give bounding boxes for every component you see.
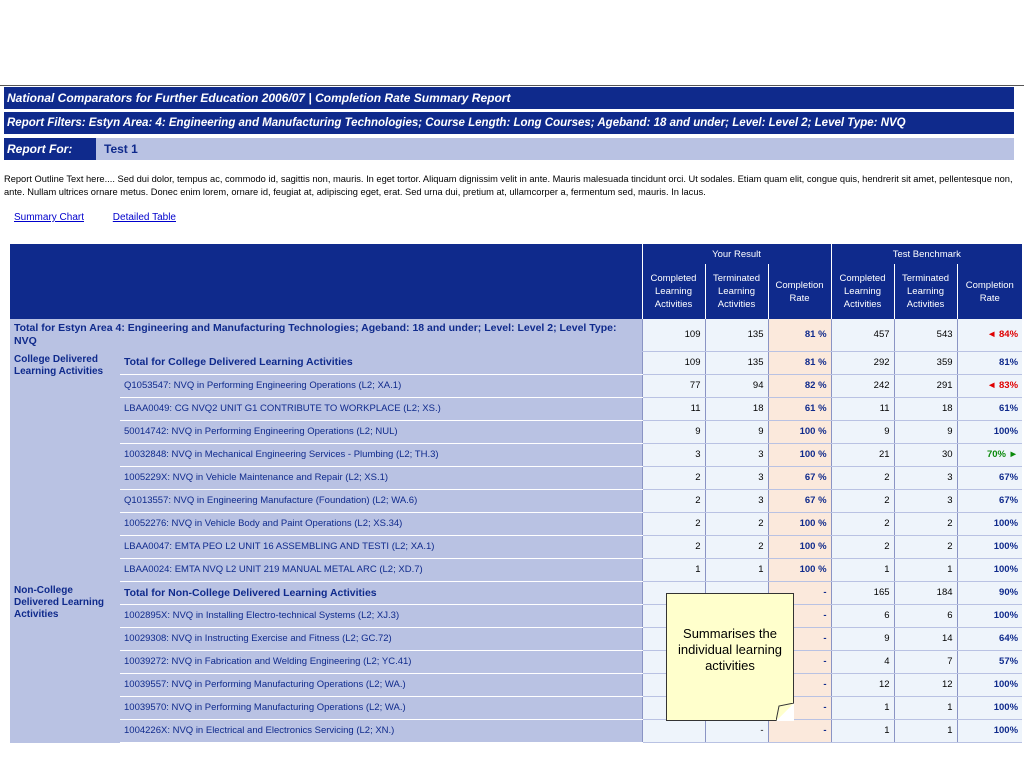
yr-rate-cell: - bbox=[768, 604, 831, 627]
completion-rate-table bbox=[10, 244, 1022, 743]
report-for-bar bbox=[4, 138, 1014, 160]
yr-completed-cell: 11 bbox=[642, 397, 705, 420]
activity-label: 10039570: NVQ in Performing Manufacturing Operations (L2; WA.) bbox=[120, 696, 642, 719]
activity-label: 1002895X: NVQ in Installing Electro-technical Systems (L2; XJ.3) bbox=[120, 604, 642, 627]
tb-rate-cell: 61% bbox=[957, 397, 1022, 420]
table-row bbox=[10, 397, 1022, 420]
tb-rate-cell: 67% bbox=[957, 489, 1022, 512]
yr-rate-cell: 67 % bbox=[768, 489, 831, 512]
activity-label: 50014742: NVQ in Performing Engineering Operations (L2; NUL) bbox=[120, 420, 642, 443]
yr-rate-header: Completion Rate bbox=[768, 264, 831, 319]
group-label: Non-College Delivered Learning Activities bbox=[10, 581, 120, 742]
tb-rate-cell: 57% bbox=[957, 650, 1022, 673]
header-blank bbox=[10, 244, 642, 264]
activity-label: Q1013557: NVQ in Engineering Manufacture (Foundation) (L2; WA.6) bbox=[120, 489, 642, 512]
tb-rate-cell: 100% bbox=[957, 512, 1022, 535]
activity-label: 10032848: NVQ in Mechanical Engineering Services - Plumbing (L2; TH.3) bbox=[120, 443, 642, 466]
tb-rate-cell: ◄ 83% bbox=[957, 374, 1022, 397]
report-links bbox=[14, 212, 202, 223]
yr-terminated-cell: 94 bbox=[705, 374, 768, 397]
tb-completed-cell: 292 bbox=[831, 351, 894, 374]
activity-label: 10052276: NVQ in Vehicle Body and Paint Operations (L2; XS.34) bbox=[120, 512, 642, 535]
yr-rate-cell: 61 % bbox=[768, 397, 831, 420]
tb-terminated-cell: 12 bbox=[894, 673, 957, 696]
your-result-header: Your Result bbox=[642, 244, 831, 264]
report-filters: Report Filters: Estyn Area: 4: Engineering and Manufacturing Technologies; Course Length: Long Courses; Ageband: 18 and under; Level: Level 2; Level Type: NVQ bbox=[4, 112, 1014, 134]
tb-terminated-cell: 14 bbox=[894, 627, 957, 650]
yr-rate-cell: - bbox=[768, 627, 831, 650]
table-row bbox=[10, 443, 1022, 466]
tb-completed-cell: 165 bbox=[831, 581, 894, 604]
table-row bbox=[10, 719, 1022, 742]
tb-completed-cell: 12 bbox=[831, 673, 894, 696]
grand-total-tb-terminated: 543 bbox=[894, 319, 957, 351]
activity-label: 1004226X: NVQ in Electrical and Electronics Servicing (L2; XN.) bbox=[120, 719, 642, 742]
table-row bbox=[10, 489, 1022, 512]
tb-completed-cell: 9 bbox=[831, 420, 894, 443]
tb-completed-cell: 1 bbox=[831, 696, 894, 719]
yr-rate-cell: 100 % bbox=[768, 512, 831, 535]
yr-rate-cell: 100 % bbox=[768, 535, 831, 558]
table-row bbox=[10, 466, 1022, 489]
summary-chart-link[interactable]: Summary Chart bbox=[14, 212, 85, 223]
report-title: National Comparators for Further Education 2006/07 | Completion Rate Summary Report bbox=[4, 87, 1014, 109]
tb-completed-cell: 2 bbox=[831, 489, 894, 512]
header-blank-2 bbox=[10, 264, 642, 319]
report-for-label: Report For: bbox=[4, 138, 96, 160]
table-row bbox=[10, 581, 1022, 604]
yr-terminated-cell: 1 bbox=[705, 558, 768, 581]
tb-rate-cell: 100% bbox=[957, 535, 1022, 558]
tb-completed-cell: 9 bbox=[831, 627, 894, 650]
tb-rate-cell: 100% bbox=[957, 696, 1022, 719]
tb-completed-cell: 6 bbox=[831, 604, 894, 627]
yr-terminated-cell: 2 bbox=[705, 535, 768, 558]
grand-total-yr-completed: 109 bbox=[642, 319, 705, 351]
table-row bbox=[10, 604, 1022, 627]
yr-terminated-cell: - bbox=[705, 719, 768, 742]
yr-terminated-cell: 3 bbox=[705, 489, 768, 512]
tb-completed-header: Completed Learning Activities bbox=[831, 264, 894, 319]
tb-terminated-cell: 1 bbox=[894, 696, 957, 719]
activity-label: 1005229X: NVQ in Vehicle Maintenance and Repair (L2; XS.1) bbox=[120, 466, 642, 489]
tb-completed-cell: 242 bbox=[831, 374, 894, 397]
tb-completed-cell: 21 bbox=[831, 443, 894, 466]
tb-rate-cell: 81% bbox=[957, 351, 1022, 374]
tb-rate-cell: 90% bbox=[957, 581, 1022, 604]
yr-rate-cell: 100 % bbox=[768, 443, 831, 466]
grand-total-yr-terminated: 135 bbox=[705, 319, 768, 351]
tb-terminated-cell: 3 bbox=[894, 489, 957, 512]
tb-terminated-cell: 291 bbox=[894, 374, 957, 397]
benchmark-header: Test Benchmark bbox=[831, 244, 1022, 264]
grand-total-tb-rate: ◄ 84% bbox=[957, 319, 1022, 351]
yr-completed-cell: 2 bbox=[642, 489, 705, 512]
yr-terminated-cell: 9 bbox=[705, 420, 768, 443]
tb-rate-cell: 67% bbox=[957, 466, 1022, 489]
yr-completed-cell: 3 bbox=[642, 443, 705, 466]
tb-terminated-cell: 9 bbox=[894, 420, 957, 443]
tb-terminated-cell: 2 bbox=[894, 512, 957, 535]
yr-rate-cell: 100 % bbox=[768, 558, 831, 581]
yr-rate-cell: 82 % bbox=[768, 374, 831, 397]
table-row bbox=[10, 673, 1022, 696]
table-row bbox=[10, 627, 1022, 650]
yr-rate-cell: 67 % bbox=[768, 466, 831, 489]
note-fold-icon bbox=[776, 703, 794, 721]
table-row bbox=[10, 374, 1022, 397]
tb-rate-cell: 100% bbox=[957, 420, 1022, 443]
activity-label: 10039272: NVQ in Fabrication and Welding Engineering (L2; YC.41) bbox=[120, 650, 642, 673]
grand-total-row bbox=[10, 319, 1022, 351]
tb-completed-cell: 2 bbox=[831, 535, 894, 558]
tb-terminated-cell: 1 bbox=[894, 719, 957, 742]
detailed-table-link[interactable]: Detailed Table bbox=[112, 212, 176, 223]
yr-terminated-header: Terminated Learning Activities bbox=[705, 264, 768, 319]
tb-rate-cell: 100% bbox=[957, 558, 1022, 581]
tb-rate-header: Completion Rate bbox=[957, 264, 1022, 319]
table-row bbox=[10, 351, 1022, 374]
table-row bbox=[10, 650, 1022, 673]
tb-terminated-cell: 3 bbox=[894, 466, 957, 489]
tb-completed-cell: 11 bbox=[831, 397, 894, 420]
activity-label: 10039557: NVQ in Performing Manufacturing Operations (L2; WA.) bbox=[120, 673, 642, 696]
activity-label: LBAA0024: EMTA NVQ L2 UNIT 219 MANUAL METAL ARC (L2; XD.7) bbox=[120, 558, 642, 581]
yr-rate-cell: - bbox=[768, 650, 831, 673]
yr-rate-cell: - bbox=[768, 581, 831, 604]
table-row bbox=[10, 558, 1022, 581]
table-row bbox=[10, 512, 1022, 535]
table-row bbox=[10, 696, 1022, 719]
table-row bbox=[10, 420, 1022, 443]
yr-completed-cell: 77 bbox=[642, 374, 705, 397]
tb-terminated-cell: 7 bbox=[894, 650, 957, 673]
yr-terminated-cell: 2 bbox=[705, 512, 768, 535]
grand-total-tb-completed: 457 bbox=[831, 319, 894, 351]
callout-text: Summarises the individual learning activities bbox=[677, 626, 783, 673]
tb-completed-cell: 2 bbox=[831, 466, 894, 489]
tb-completed-cell: 4 bbox=[831, 650, 894, 673]
tb-terminated-cell: 1 bbox=[894, 558, 957, 581]
yr-terminated-cell: 135 bbox=[705, 351, 768, 374]
tb-rate-cell: 70% ► bbox=[957, 443, 1022, 466]
activity-label: 10029308: NVQ in Instructing Exercise and Fitness (L2; GC.72) bbox=[120, 627, 642, 650]
yr-rate-cell: - bbox=[768, 696, 831, 719]
tb-rate-cell: 100% bbox=[957, 673, 1022, 696]
group-label: College Delivered Learning Activities bbox=[10, 351, 120, 581]
yr-completed-cell: 9 bbox=[642, 420, 705, 443]
yr-terminated-cell: 3 bbox=[705, 466, 768, 489]
yr-completed-cell: 2 bbox=[642, 535, 705, 558]
yr-terminated-cell: 3 bbox=[705, 443, 768, 466]
tb-terminated-header: Terminated Learning Activities bbox=[894, 264, 957, 319]
yr-rate-cell: - bbox=[768, 673, 831, 696]
yr-completed-cell bbox=[642, 719, 705, 742]
top-divider bbox=[0, 85, 1024, 86]
yr-completed-cell: 109 bbox=[642, 351, 705, 374]
tb-completed-cell: 1 bbox=[831, 558, 894, 581]
report-outline-text: Report Outline Text here.... Sed dui dolor, tempus ac, commodo id, sagittis non, mauris. In eget tortor. Aliquam dignissim velit in ante. Mauris malesuada tincidunt orci. Ut sodales. Etiam quam elit, congue quis, hendrerit sit amet, pellentesque non, ante. Nullam ultrices ornare metus. Donec enim lorem, ornare id, feugiat at, adipiscing eget, erat. Sed urna dui, pretium at, ullamcorper a, fermentum sed, mauris. In lacus. bbox=[4, 174, 1013, 197]
tb-terminated-cell: 2 bbox=[894, 535, 957, 558]
group-total-label: Total for Non-College Delivered Learning Activities bbox=[120, 581, 642, 604]
tb-terminated-cell: 18 bbox=[894, 397, 957, 420]
group-total-label: Total for College Delivered Learning Activities bbox=[120, 351, 642, 374]
grand-total-yr-rate: 81 % bbox=[768, 319, 831, 351]
tb-terminated-cell: 30 bbox=[894, 443, 957, 466]
activity-label: Q1053547: NVQ in Performing Engineering Operations (L2; XA.1) bbox=[120, 374, 642, 397]
grand-total-label: Total for Estyn Area 4: Engineering and Manufacturing Technologies; Ageband: 18 and under; Level: Level 2; Level Type: NVQ bbox=[10, 319, 642, 351]
yr-completed-header: Completed Learning Activities bbox=[642, 264, 705, 319]
yr-completed-cell: 2 bbox=[642, 512, 705, 535]
tb-terminated-cell: 184 bbox=[894, 581, 957, 604]
tb-terminated-cell: 6 bbox=[894, 604, 957, 627]
tb-rate-cell: 64% bbox=[957, 627, 1022, 650]
yr-rate-cell: - bbox=[768, 719, 831, 742]
report-for-value: Test 1 bbox=[104, 142, 138, 156]
activity-label: LBAA0047: EMTA PEO L2 UNIT 16 ASSEMBLING AND TESTI (L2; XA.1) bbox=[120, 535, 642, 558]
yr-rate-cell: 81 % bbox=[768, 351, 831, 374]
activity-label: LBAA0049: CG NVQ2 UNIT G1 CONTRIBUTE TO WORKPLACE (L2; XS.) bbox=[120, 397, 642, 420]
yr-terminated-cell: 18 bbox=[705, 397, 768, 420]
callout-note bbox=[666, 593, 794, 721]
yr-rate-cell: 100 % bbox=[768, 420, 831, 443]
tb-completed-cell: 1 bbox=[831, 719, 894, 742]
tb-terminated-cell: 359 bbox=[894, 351, 957, 374]
tb-rate-cell: 100% bbox=[957, 719, 1022, 742]
tb-completed-cell: 2 bbox=[831, 512, 894, 535]
yr-completed-cell: 1 bbox=[642, 558, 705, 581]
table-row bbox=[10, 535, 1022, 558]
yr-completed-cell: 2 bbox=[642, 466, 705, 489]
tb-rate-cell: 100% bbox=[957, 604, 1022, 627]
